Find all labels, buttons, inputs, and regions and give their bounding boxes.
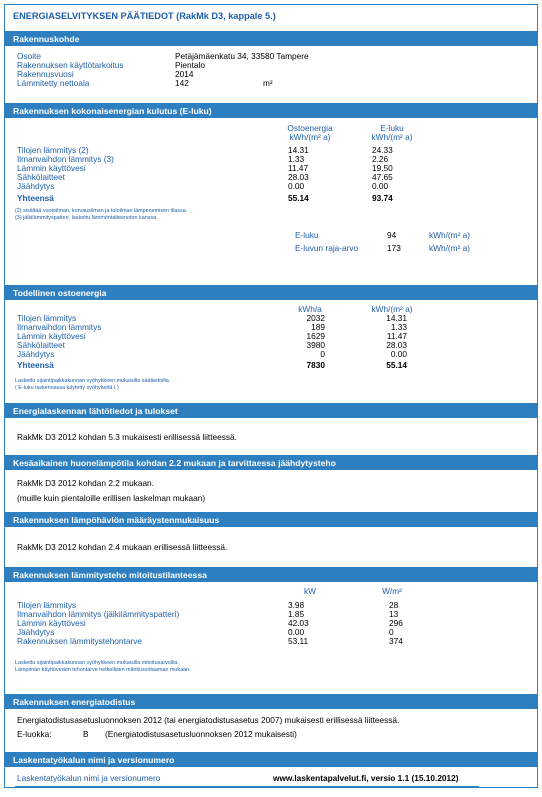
row-label: Ilmanvaihdon lämmitys (3) [17,154,114,164]
row-value: 0 [389,627,394,637]
section-kesaaikainen [5,470,537,512]
row-label: Tilojen lämmitys [17,600,77,610]
section-header-rakennuskohde: Rakennuskohde [5,31,537,46]
row-value: 0.00 [288,627,305,637]
section-ostoenergia [5,300,537,403]
total-label: Yhteensä [17,360,54,370]
eluku-value: 94 [387,230,397,240]
raja-arvo-value: 173 [387,243,401,253]
section-text: (muille kuin pientaloille erillisen laskelman mukaan) [17,493,206,503]
section-header-lampohavio: Rakennuksen lämpöhäviön määräystenmukaisuus [5,512,537,527]
table-row [5,173,537,182]
row-value: 42.03 [288,618,309,628]
section-text: Energiatodistusasetusluonnoksen 2012 (tai energiatodistusasetus 2007) mukaisesti erillisessä liitteessä. [17,715,400,725]
row-value: 11.47 [386,331,407,341]
info-label: Osoite [17,51,41,61]
table-row [5,637,537,646]
column-header: W/m² [382,586,402,596]
total-value: 55.14 [288,193,309,203]
row-label: Tilojen lämmitys (2) [17,145,89,155]
section-text: RakMk D3 2012 kohdan 2.4 mukaan erillisessä liitteessä. [17,542,228,552]
page-title: ENERGIASELVITYKSEN PÄÄTIEDOT (RakMk D3, kappale 5.) [13,11,276,21]
row-label: Lämmin käyttövesi [17,163,86,173]
row-value: 189 [311,322,325,332]
row-value: 19.50 [372,163,393,173]
footnote: Laskettu sijaintipaikkakunnan vyöhykkeen mukaisilla säätiedoilla. [15,378,171,384]
section-text: RakMk D3 2012 kohdan 2.2 mukaan. [17,478,154,488]
row-value: 1.85 [288,609,305,619]
total-value: 7830 [306,360,325,370]
row-label: Jäähdytys [17,627,55,637]
table-row [5,182,537,191]
row-label: Jäähdytys [17,349,55,359]
row-value: 374 [389,636,403,646]
row-label: Jäähdytys [17,181,55,191]
row-value: 28.03 [386,340,407,350]
row-label: Ilmanvaihdon lämmitys [17,322,102,332]
tool-row [5,774,537,783]
total-label: Yhteensä [17,193,54,203]
row-value: 1629 [306,331,325,341]
row-label: Lämmin käyttövesi [17,618,86,628]
section-header-lahtotiedot: Energialaskennan lähtötiedot ja tulokset [5,403,537,418]
column-header-row [5,305,537,314]
table-row [5,332,537,341]
total-value: 55.14 [386,360,407,370]
raja-arvo-row [5,244,537,253]
row-label: Tilojen lämmitys [17,313,77,323]
footnote: ( E-luku laskennassa käytetty vyöhykettä I ) [15,385,119,391]
eluku-unit: kWh/(m² a) [429,230,471,240]
section-lammitysteho [5,582,537,694]
section-header-lammitysteho: Rakennuksen lämmitysteho mitoitustilanteessa [5,567,537,582]
section-energiatodistus [5,709,537,752]
section-header-ostoenergia: Todellinen ostoenergia [5,285,537,300]
column-header: E-luku [380,123,404,133]
row-value: 47.65 [372,172,393,182]
section-header-laskentatyokalu: Laskentatyökalun nimi ja versionumero [5,752,537,767]
info-unit: m² [263,78,273,88]
footnote: (2) sisältää vuotoilman, korvausilman ja tuloilman lämpenemisen tilassa. [15,208,188,214]
section-header-energiatodistus: Rakennuksen energiatodistus [5,694,537,709]
info-value: Pientalo [175,60,205,70]
column-unit: kWh/(m² a) [289,132,331,142]
column-unit: kWh/(m² a) [371,132,413,142]
info-label: Rakennusvuosi [17,69,74,79]
row-value: 2032 [306,313,325,323]
raja-arvo-label: E-luvun raja-arvo [295,243,359,253]
section-rakennuskohde [5,46,537,103]
row-value: 3.98 [288,600,305,610]
raja-arvo-unit: kWh/(m² a) [429,243,471,253]
footnote: (3) jälkilämmityspatteri, laskettu lämmöntalteenoton kanssa. [15,215,158,221]
section-laskentatyokalu [5,767,537,797]
table-row [5,164,537,173]
energy-class-value: B [83,729,89,739]
row-value: 0 [320,349,325,359]
row-value: 28.03 [288,172,309,182]
table-row [5,341,537,350]
info-row [5,61,537,70]
info-value: Petäjämäenkatu 34, 33580 Tampere [175,51,309,61]
row-label: Rakennuksen lämmitystehontarve [17,636,142,646]
section-lampohavio [5,527,537,567]
energy-class-note: (Energiatodistusasetusluonnoksen 2012 mukaisesti) [105,729,297,739]
footnote: Lämpimän käyttöveden tehontarve hetkellisen mitoitusvirtaaman mukaan. [15,667,191,673]
section-kokonaisenergia [5,118,537,285]
row-label: Sähkölaitteet [17,340,65,350]
row-value: 28 [389,600,399,610]
footnote: Laskettu sijaintipaikkakunnan vyöhykkeen mukaisilla mitoitusarvoilla. [15,660,179,666]
column-header: Ostoenergia [287,123,333,133]
row-value: 53.11 [288,636,309,646]
section-header-kokonaisenergia: Rakennuksen kokonaisenergian kulutus (E-luku) [5,103,537,118]
row-value: 11.47 [288,163,309,173]
column-header: kWh/a [298,304,322,314]
section-header-kesaaikainen: Kesäaikainen huonelämpötila kohdan 2.2 mukaan ja tarvittaessa jäähdytysteho [5,455,537,470]
row-value: 2.26 [372,154,389,164]
section-lahtotiedot [5,418,537,455]
row-value: 3980 [306,340,325,350]
divider [15,786,479,787]
table-row [5,350,537,359]
row-value: 1.33 [288,154,305,164]
eluku-label: E-luku [295,230,319,240]
row-value: 13 [389,609,399,619]
total-value: 93.74 [372,193,393,203]
info-row [5,79,537,88]
column-header: kW [304,586,316,596]
column-header: kWh/(m² a) [371,304,413,314]
info-label: Rakennuksen käyttötarkoitus [17,60,124,70]
info-label: Lämmitetty nettoala [17,78,90,88]
info-value: 2014 [175,69,194,79]
total-row [5,194,537,205]
energy-report-page [4,4,538,788]
row-label: Ilmanvaihdon lämmitys (jälkilämmityspatteri) [17,609,180,619]
row-value: 296 [389,618,403,628]
row-value: 0.00 [288,181,305,191]
row-value: 0.00 [390,349,407,359]
energy-class-row [5,730,537,739]
energy-class-label: E-luokka: [17,729,52,739]
tool-label: Laskentatyökalun nimi ja versionumero [17,773,161,783]
row-value: 14.31 [386,313,407,323]
row-label: Lämmin käyttövesi [17,331,86,341]
row-value: 1.33 [390,322,407,332]
row-label: Sähkölaitteet [17,172,65,182]
column-header-row [5,587,537,596]
tool-value: www.laskentapalvelut.fi, versio 1.1 (15.10.2012) [273,773,459,783]
section-text: RakMk D3 2012 kohdan 5.3 mukaisesti erillisessä liitteessä. [17,432,237,442]
row-value: 24.33 [372,145,393,155]
table-row [5,619,537,628]
total-row [5,361,537,372]
info-value: 142 [175,78,189,88]
row-value: 14.31 [288,145,309,155]
column-header-row [5,124,537,133]
row-value: 0.00 [372,181,389,191]
column-unit-row [5,133,537,142]
